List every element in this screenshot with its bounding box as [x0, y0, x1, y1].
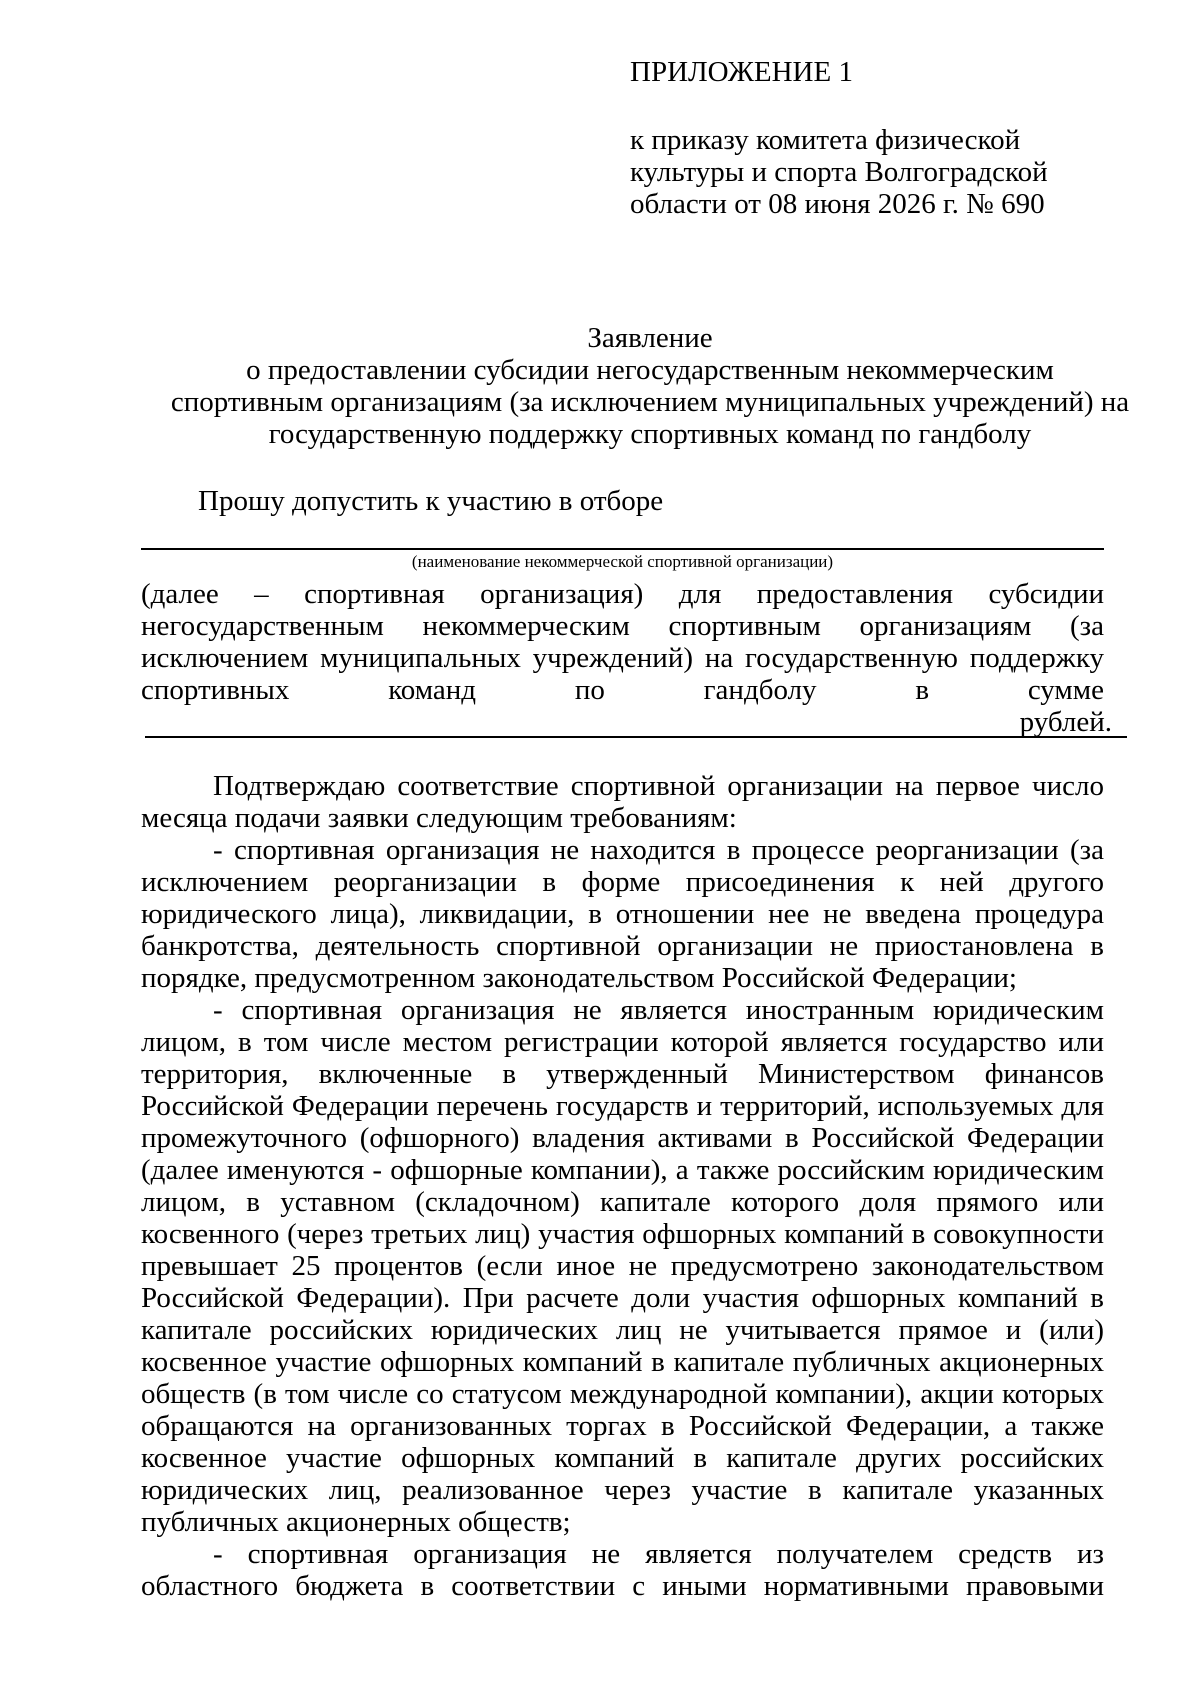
paragraph-line: (далее именуются - офшорные компании), а также российским юридическим [141, 1154, 1104, 1186]
paragraph-line: порядке, предусмотренном законодательством Российской Федерации; [141, 962, 1017, 994]
document-subtitle-line: государственную поддержку спортивных команд по гандболу [268, 418, 1032, 450]
document-heading [80, 322, 1200, 450]
paragraph-line: Российской Федерации перечень государств и территорий, используемых для [141, 1090, 1104, 1122]
annex-title: ПРИЛОЖЕНИЕ 1 [630, 56, 853, 88]
paragraph-line: публичных акционерных обществ; [141, 1506, 571, 1538]
requirement-item-3 [141, 1538, 1104, 1602]
paragraph-line: Российской Федерации). При расчете доли участия офшорных компаний в [141, 1282, 1104, 1314]
amount-blank [145, 736, 1127, 738]
paragraph-line: лицом, в том числе местом регистрации которой является государство или [141, 1026, 1104, 1058]
paragraph-line: территория, включенные в утвержденный Министерством финансов [141, 1058, 1104, 1090]
requirement-item-2 [141, 994, 1104, 1538]
paragraph-line: обращаются на организованных торгах в Российской Федерации, а также [141, 1410, 1104, 1442]
paragraph-line: месяца подачи заявки следующим требованиям: [141, 802, 737, 834]
paragraph-line: капитале российских юридических лиц не учитывается прямое и (или) [141, 1314, 1104, 1346]
paragraph-line: косвенное участие офшорных компаний в капитале других российских [141, 1442, 1104, 1474]
paragraph-line: юридического лица), ликвидации, в отношении нее не введена процедура [141, 898, 1104, 930]
paragraph-line: - спортивная организация не является получателем средств из [213, 1538, 1104, 1570]
document-subtitle-line: спортивным организациям (за исключением муниципальных учреждений) на [170, 386, 1130, 418]
request-text: Прошу допустить к участию в отборе [198, 485, 664, 517]
annex-ref-line: к приказу комитета физической [630, 124, 1021, 156]
paragraph-line: исключением реорганизации в форме присоединения к ней другого [141, 866, 1104, 898]
currency-label: рублей. [1019, 706, 1112, 738]
paragraph-line: промежуточного (офшорного) владения активами в Российской Федерации [141, 1122, 1104, 1154]
paragraph-line: исключением муниципальных учреждений) на государственную поддержку [141, 642, 1104, 674]
document-subtitle-line: о предоставлении субсидии негосударственным некоммерческим [246, 354, 1054, 386]
requirement-item-1 [141, 834, 1104, 994]
paragraph-line: юридических лиц, реализованное через участие в капитале указанных [141, 1474, 1104, 1506]
paragraph-line: спортивных команд по гандболу в сумме [141, 674, 1104, 706]
organization-name-blank [141, 548, 1104, 550]
annex-ref-line: культуры и спорта Волгоградской [630, 156, 1048, 188]
paragraph-line: превышает 25 процентов (если иное не предусмотрено законодательством [141, 1250, 1104, 1282]
request-paragraph [141, 578, 1104, 706]
annex-ref-line: области от 08 июня 2026 г. № 690 [630, 188, 1045, 220]
amount-row [141, 706, 1112, 738]
paragraph-line: косвенное участие офшорных компаний в капитале публичных акционерных [141, 1346, 1104, 1378]
annex-reference [630, 124, 1090, 220]
organization-name-caption: (наименование некоммерческой спортивной организации) [411, 552, 834, 571]
paragraph-line: лицом, в уставном (складочном) капитале которого доля прямого или [141, 1186, 1104, 1218]
confirmation-paragraph [141, 770, 1104, 834]
paragraph-line: - спортивная организация не является иностранным юридическим [213, 994, 1104, 1026]
paragraph-line: обществ (в том числе со статусом международной компании), акции которых [141, 1378, 1104, 1410]
paragraph-line: негосударственным некоммерческим спортивным организациям (за [141, 610, 1104, 642]
paragraph-line: - спортивная организация не находится в процессе реорганизации (за [213, 834, 1104, 866]
paragraph-line: косвенного (через третьих лиц) участия офшорных компаний в совокупности [141, 1218, 1104, 1250]
paragraph-line: Подтверждаю соответствие спортивной организации на первое число [213, 770, 1104, 802]
document-title: Заявление [587, 322, 713, 354]
paragraph-line: (далее – спортивная организация) для предоставления субсидии [141, 578, 1104, 610]
paragraph-line: областного бюджета в соответствии с иными нормативными правовыми [141, 1570, 1104, 1602]
paragraph-line: банкротства, деятельность спортивной организации не приостановлена в [141, 930, 1104, 962]
